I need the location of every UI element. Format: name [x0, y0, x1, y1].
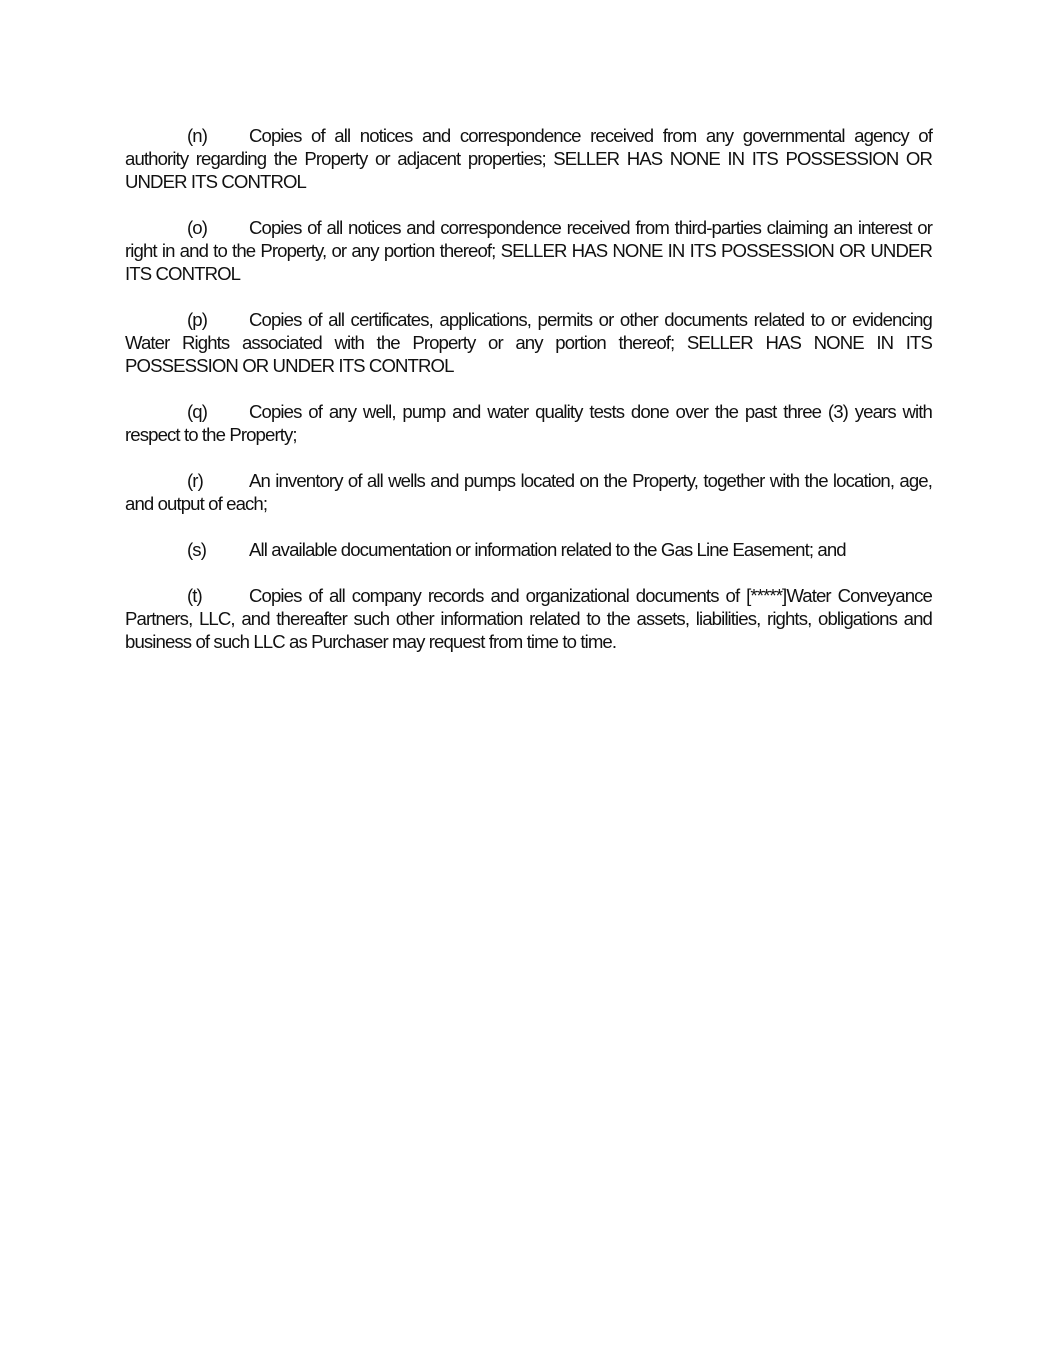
- item-text: Copies of all notices and correspondence received from any governmental agency of authority regarding the Property or adjacent properties; SELLER HAS NONE IN ITS POSSESSION OR UNDER ITS CONTROL: [125, 125, 932, 192]
- paragraph-s: [125, 538, 932, 561]
- item-text: An inventory of all wells and pumps located on the Property, together with the location, age, and output of each;: [125, 470, 932, 514]
- item-label: (r): [187, 470, 203, 491]
- item-label: (p): [187, 309, 208, 330]
- paragraph-r: [125, 469, 932, 515]
- paragraph-t: [125, 584, 932, 653]
- item-text: Copies of any well, pump and water quality tests done over the past three (3) years with respect to the Property;: [125, 401, 932, 445]
- item-label: (t): [187, 585, 202, 606]
- paragraph-n: [125, 124, 932, 193]
- document-page: [125, 124, 932, 676]
- item-label: (o): [187, 217, 208, 238]
- paragraph-p: [125, 308, 932, 377]
- item-label: (s): [187, 539, 206, 560]
- item-text: Copies of all company records and organizational documents of [*****]Water Conveyance Partners, LLC, and thereafter such other information related to the assets, liabilities, rights, obligations and business of such LLC as Purchaser may request from time to time.: [125, 585, 932, 652]
- item-text: All available documentation or information related to the Gas Line Easement; and: [249, 539, 846, 560]
- paragraph-o: [125, 216, 932, 285]
- item-label: (q): [187, 401, 208, 422]
- paragraph-q: [125, 400, 932, 446]
- item-text: Copies of all notices and correspondence received from third-parties claiming an interest or right in and to the Property, or any portion thereof; SELLER HAS NONE IN ITS POSSESSION OR UNDER ITS CONTROL: [125, 217, 932, 284]
- item-label: (n): [187, 125, 208, 146]
- item-text: Copies of all certificates, applications, permits or other documents related to or evidencing Water Rights associated with the Property or any portion thereof; SELLER HAS NONE IN ITS POSSESSION OR UNDER ITS CONTROL: [125, 309, 932, 376]
